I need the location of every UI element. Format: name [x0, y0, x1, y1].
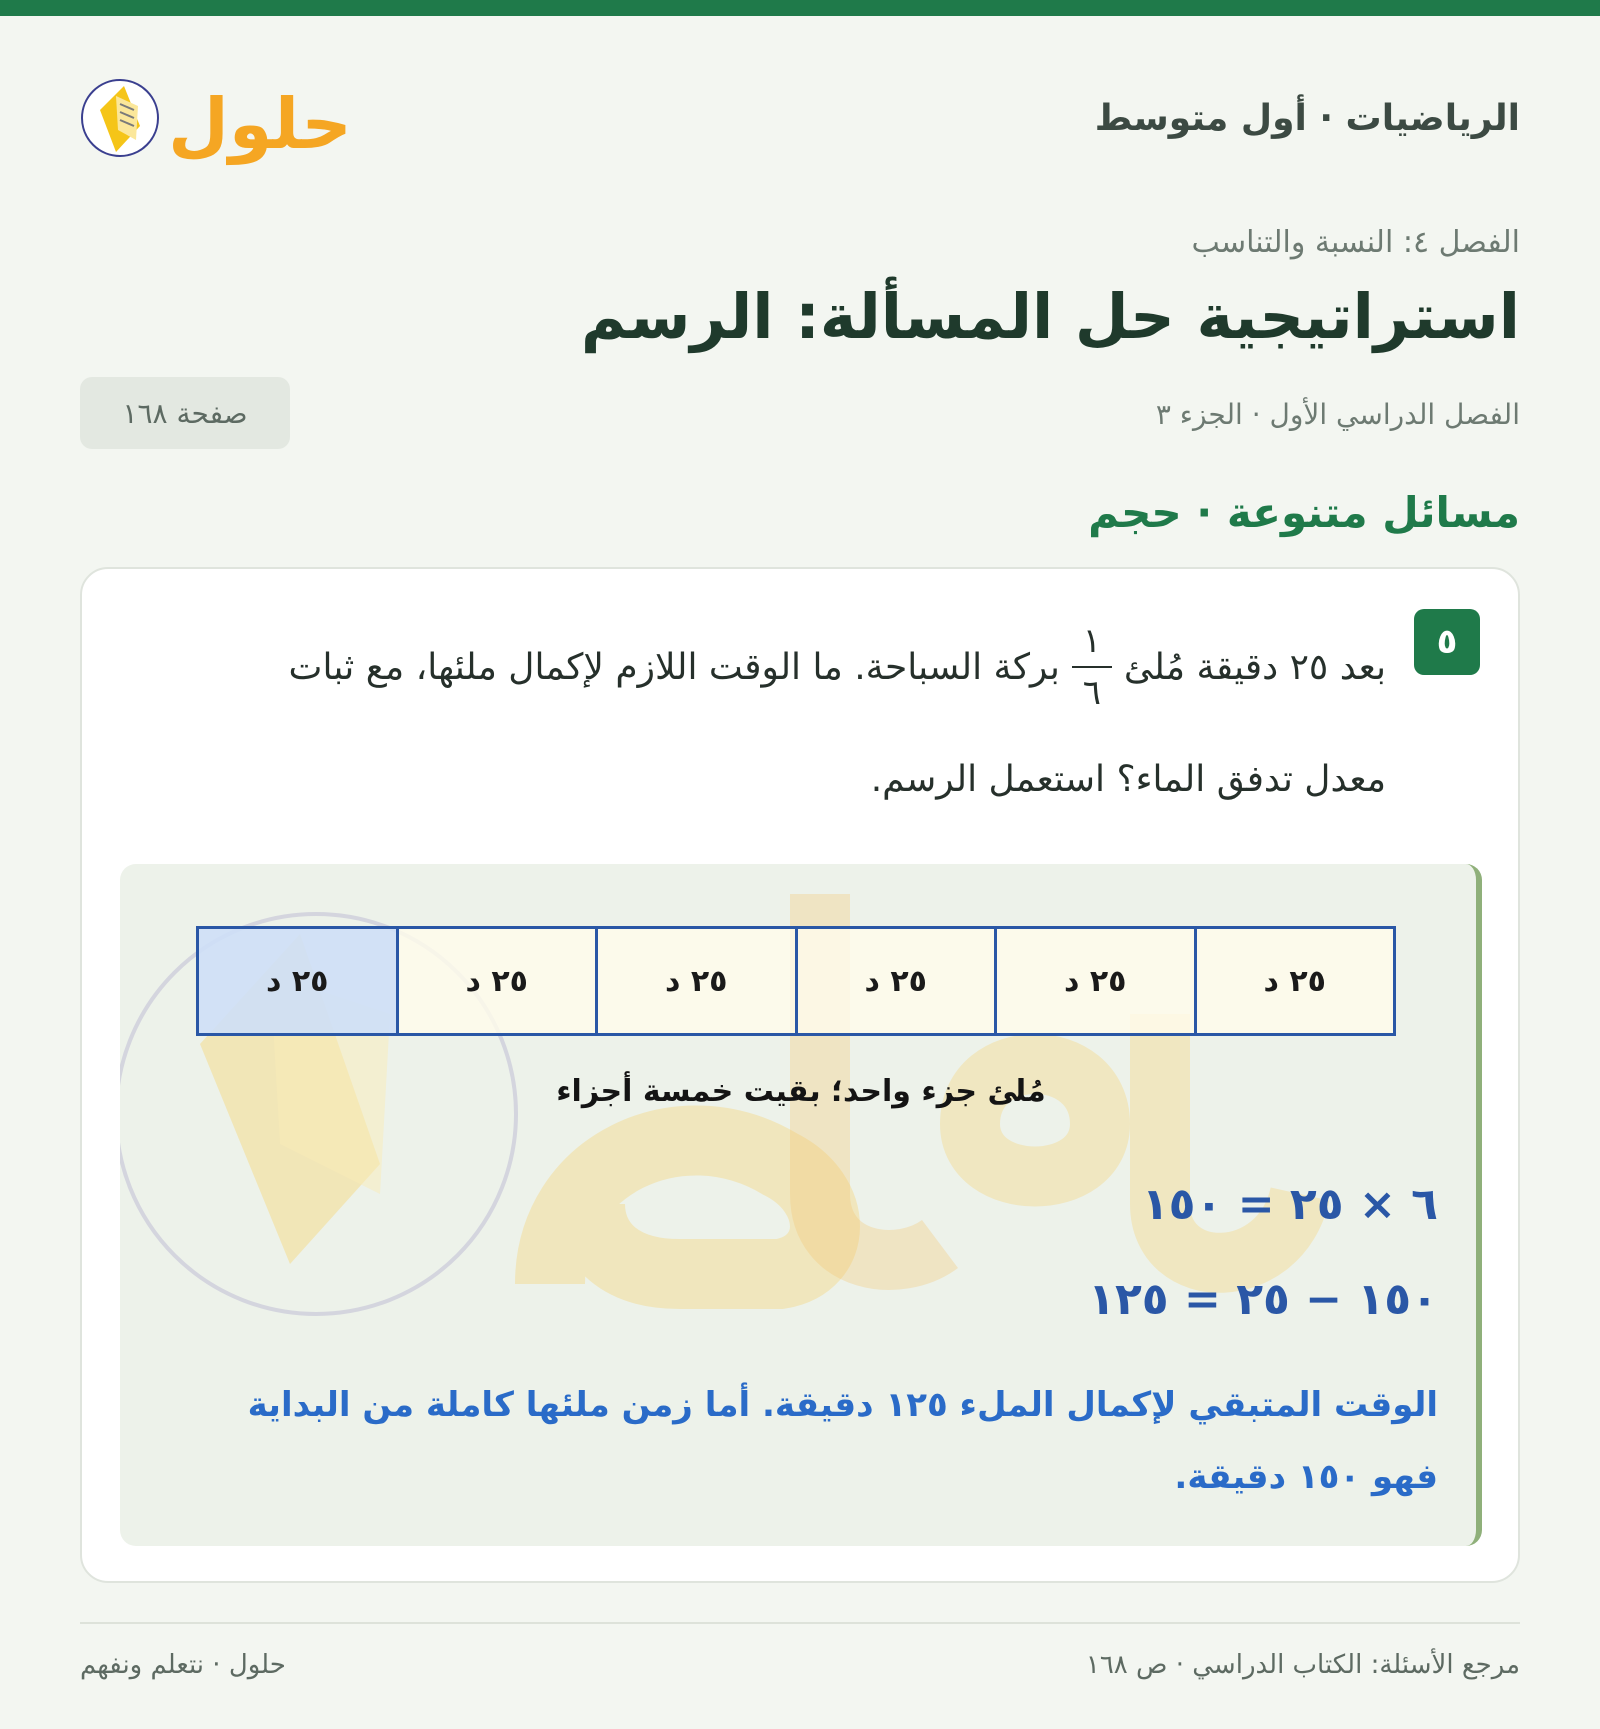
question-line-2: معدل تدفق الماء؟ استعمل الرسم.	[870, 759, 1386, 800]
tape-segment: ٢٥ د	[994, 929, 1194, 1033]
answer-line-1: الوقت المتبقي لإكمال الملء ١٢٥ دقيقة. أما زمن ملئها كاملة من البداية	[247, 1385, 1438, 1425]
lesson-title: استراتيجية حل المسألة: الرسم	[580, 280, 1520, 353]
equation-remaining: ١٥٠ − ٢٥ = ١٢٥	[1088, 1274, 1438, 1325]
tape-segment: ٢٥ د	[199, 929, 396, 1033]
chapter-label: الفصل ٤: النسبة والتناسب	[1191, 225, 1520, 260]
tape-segment: ٢٥ د	[396, 929, 596, 1033]
tape-segment: ٢٥ د	[595, 929, 795, 1033]
tape-diagram	[196, 926, 1396, 1036]
tape-caption: مُلئ جزء واحد؛ بقيت خمسة أجزاء	[556, 1074, 1046, 1109]
tape-segment: ٢٥ د	[795, 929, 995, 1033]
question-card	[80, 567, 1520, 1583]
question-number-badge: ٥	[1414, 609, 1480, 675]
subject-title: الرياضيات · أول متوسط	[1094, 98, 1520, 139]
footer-reference: مرجع الأسئلة: الكتاب الدراسي · ص ١٦٨	[1085, 1650, 1520, 1680]
question-text-part2: بركة السباحة. ما الوقت اللازم لإكمال ملئها، مع ثبات	[288, 646, 1060, 688]
question-line-1	[288, 621, 1386, 713]
tape-segment: ٢٥ د	[1194, 929, 1394, 1033]
page-badge: صفحة ١٦٨	[80, 377, 290, 449]
answer-line-2: فهو ١٥٠ دقيقة.	[1174, 1457, 1438, 1497]
solution-panel	[120, 864, 1482, 1546]
fraction-numerator: ١	[1082, 621, 1102, 661]
term-label: الفصل الدراسي الأول · الجزء ٣	[1155, 398, 1520, 431]
header	[80, 70, 1520, 180]
question-text-part1: بعد ٢٥ دقيقة مُلئ	[1123, 646, 1386, 688]
equation-total: ٦ × ٢٥ = ١٥٠	[1141, 1179, 1438, 1230]
section-title: مسائل متنوعة · حجم	[1088, 488, 1520, 537]
svg-text:حلول: حلول	[168, 83, 352, 165]
footer-brand: حلول · نتعلم ونفهم	[80, 1650, 286, 1680]
fraction-one-sixth	[1072, 621, 1112, 713]
fraction-denominator: ٦	[1082, 673, 1102, 713]
top-accent-bar	[0, 0, 1600, 16]
footer-divider	[80, 1622, 1520, 1624]
hulool-logo[interactable]	[80, 70, 370, 180]
